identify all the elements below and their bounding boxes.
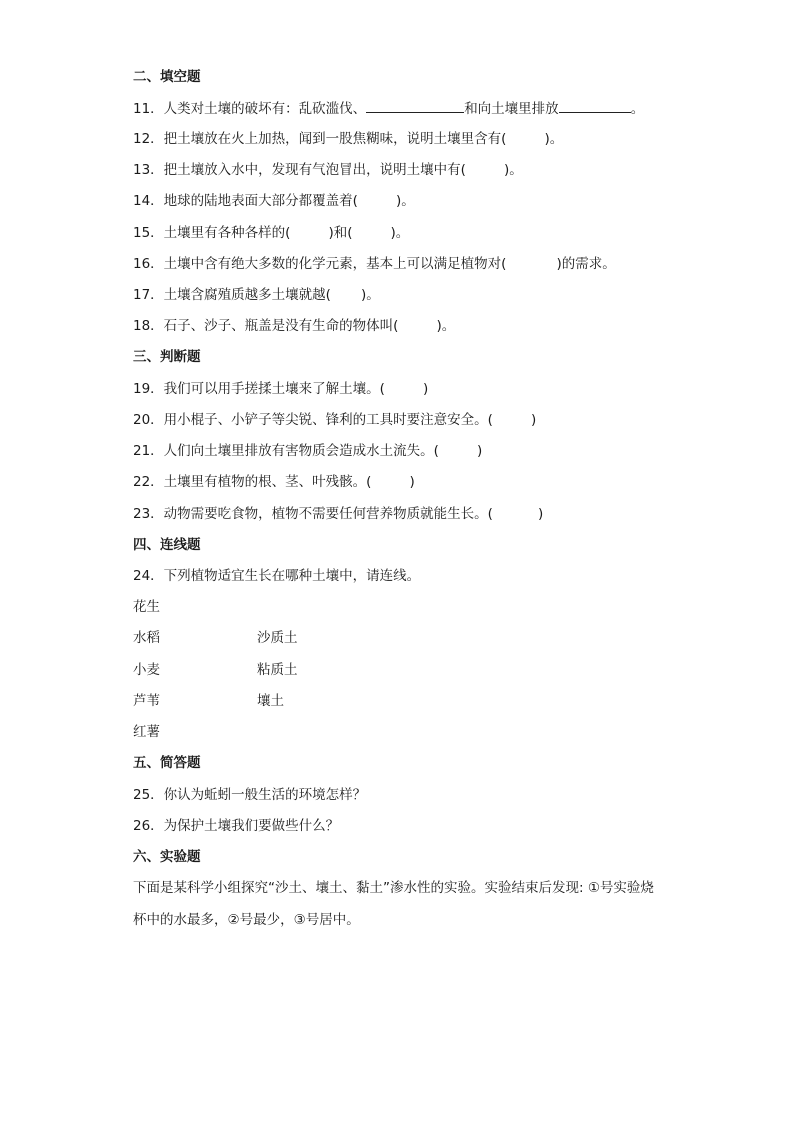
question-13 xyxy=(133,161,523,179)
experiment-description: 下面是某科学小组探究“沙土、壤土、黏土”渗水性的实验。实验结束后发现: ①号实验烧杯中的水最多，②号最少，③号居中。 xyxy=(133,880,654,928)
question-23-text: 23．动物需要吃食物，植物不需要任何营养物质就能生长。( xyxy=(133,506,493,522)
answer-blank[interactable] xyxy=(559,100,631,113)
plant-item[interactable]: 水稻 xyxy=(133,630,160,646)
question-11-text: 11．人类对土壤的破坏有：乱砍滥伐、 xyxy=(133,101,367,117)
section-heading-matching: 四、连线题 xyxy=(133,537,201,553)
plant-item[interactable]: 小麦 xyxy=(133,662,160,678)
question-14 xyxy=(133,192,415,210)
question-19-end: ) xyxy=(422,381,429,397)
question-18 xyxy=(133,317,455,335)
question-21-end: ) xyxy=(476,443,483,459)
section-heading-judge: 三、判断题 xyxy=(133,349,201,365)
question-24-prompt: 24．下列植物适宜生长在哪种土壤中，请连线。 xyxy=(133,568,421,584)
question-20-end: ) xyxy=(530,412,537,428)
question-18-end: )。 xyxy=(436,318,456,334)
question-23 xyxy=(133,505,543,523)
question-11 xyxy=(133,100,644,118)
question-15-text: 15．土壤里有各种各样的( xyxy=(133,225,291,241)
question-12-end: )。 xyxy=(544,131,564,147)
question-22-end: ) xyxy=(409,474,415,490)
section-heading-fill-blank: 二、填空题 xyxy=(133,69,201,85)
soil-item[interactable]: 壤土 xyxy=(257,693,284,709)
question-19 xyxy=(133,380,428,398)
plant-item[interactable]: 花生 xyxy=(133,599,160,615)
section-heading-short-answer: 五、简答题 xyxy=(133,755,201,771)
question-14-end: )。 xyxy=(395,193,415,209)
answer-blank[interactable] xyxy=(366,100,464,113)
question-15 xyxy=(133,224,409,242)
question-13-end: )。 xyxy=(503,162,523,178)
question-14-text: 14．地球的陆地表面大部分都覆盖着( xyxy=(133,193,358,209)
question-20 xyxy=(133,411,536,429)
question-17-end: )。 xyxy=(360,287,380,303)
question-11-mid: 和向土壤里排放 xyxy=(464,101,559,117)
question-17-text: 17．土壤含腐殖质越多土壤就越( xyxy=(133,287,331,303)
question-18-text: 18．石子、沙子、瓶盖是没有生命的物体叫( xyxy=(133,318,399,334)
question-23-end: ) xyxy=(537,506,544,522)
question-16-end: )的需求。 xyxy=(556,256,616,272)
question-22-text: 22．土壤里有植物的根、茎、叶残骸。( xyxy=(133,474,372,490)
question-20-text: 20．用小棍子、小铲子等尖锐、锋利的工具时要注意安全。( xyxy=(133,412,493,428)
plant-item[interactable]: 芦苇 xyxy=(133,693,160,709)
question-17 xyxy=(133,286,380,304)
question-15-end: )。 xyxy=(390,225,410,241)
question-22 xyxy=(133,473,415,491)
question-21-text: 21．人们向土壤里排放有害物质会造成水土流失。( xyxy=(133,443,439,459)
question-12 xyxy=(133,130,563,148)
question-16-text: 16．土壤中含有绝大多数的化学元素，基本上可以满足植物对( xyxy=(133,256,507,272)
question-15-mid: )和( xyxy=(328,225,353,241)
question-11-end: 。 xyxy=(630,101,645,117)
section-heading-experiment: 六、实验题 xyxy=(133,849,201,865)
question-21 xyxy=(133,442,482,460)
question-12-text: 12．把土壤放在火上加热，闻到一股焦糊味，说明土壤里含有( xyxy=(133,131,507,147)
soil-item[interactable]: 沙质土 xyxy=(257,630,298,646)
question-26: 26．为保护土壤我们要做些什么？ xyxy=(133,818,340,834)
plant-item[interactable]: 红薯 xyxy=(133,724,160,740)
question-25: 25．你认为蚯蚓一般生活的环境怎样？ xyxy=(133,787,367,803)
question-13-text: 13．把土壤放入水中，发现有气泡冒出，说明土壤中有( xyxy=(133,162,466,178)
question-19-text: 19．我们可以用手搓揉土壤来了解土壤。( xyxy=(133,381,385,397)
soil-item[interactable]: 粘质土 xyxy=(257,662,298,678)
question-16 xyxy=(133,255,616,273)
